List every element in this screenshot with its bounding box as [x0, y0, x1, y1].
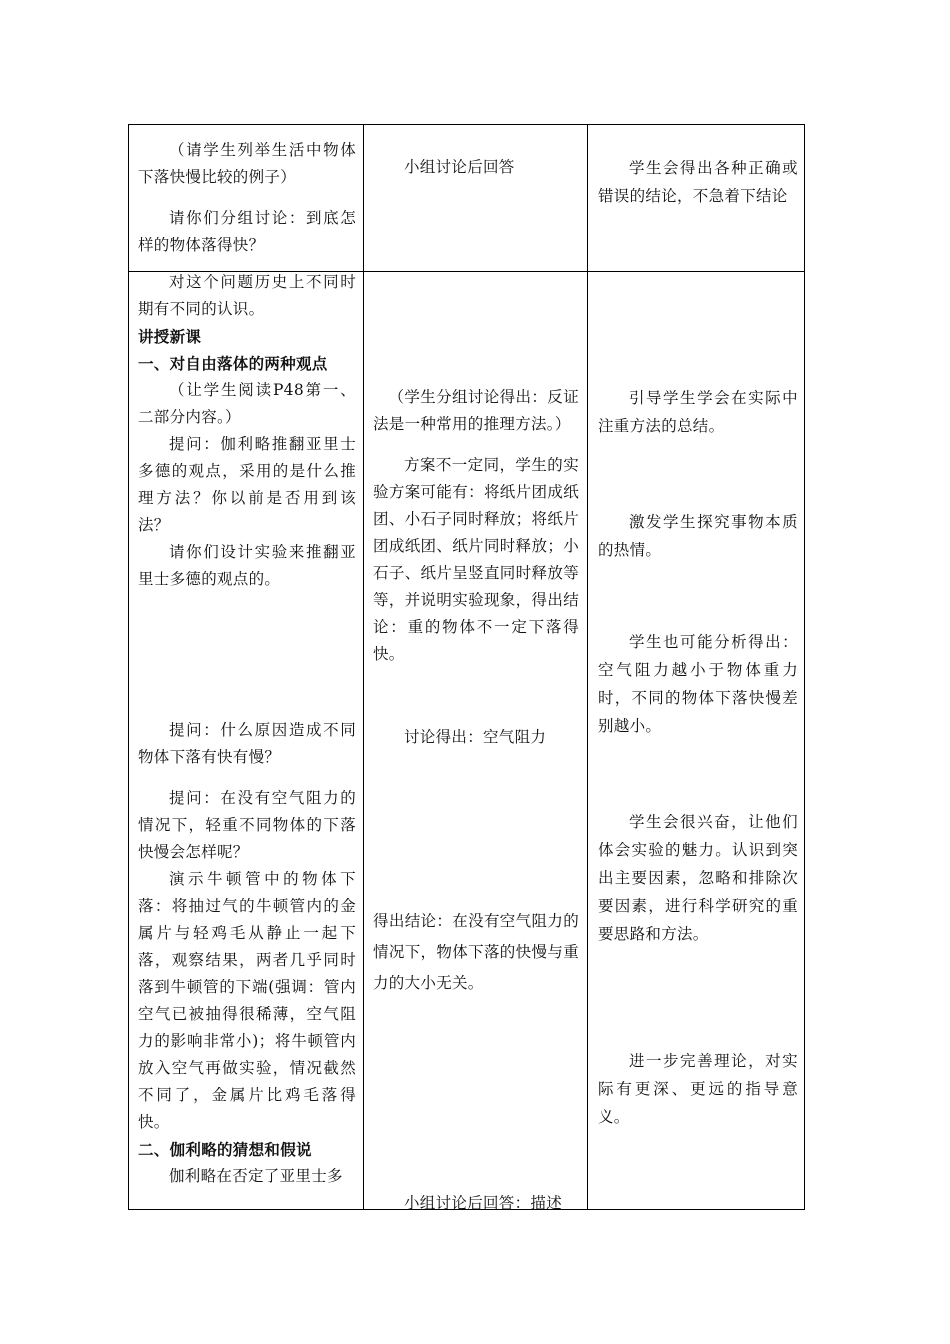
section-heading: 一、对自由落体的两种观点: [138, 354, 328, 373]
paragraph: 进一步完善理论，对实际有更深、更远的指导意义。: [598, 1052, 798, 1126]
paragraph: 激发学生探究事物本质的热情。: [598, 513, 798, 559]
row1-student-activity: [373, 154, 579, 181]
paragraph: 请你们分组讨论：到底怎样的物体落得快？: [138, 209, 356, 254]
section-heading: 讲授新课: [138, 327, 202, 346]
paragraph: 小组讨论后回答：描述: [404, 1194, 563, 1212]
row2-student-discussion: [373, 724, 579, 751]
paragraph: 提问：在没有空气阻力的情况下，轻重不同物体的下落快慢会怎样呢？: [138, 789, 356, 861]
row2-student-activity: [373, 384, 579, 668]
paragraph: 提问：什么原因造成不同物体下落有快有慢？: [138, 721, 356, 766]
row2-design-intent-2: [598, 508, 798, 564]
section-heading: 二、伽利略的猜想和假说: [138, 1140, 312, 1159]
row1-design-intent: [598, 154, 798, 210]
row2-design-intent-5: [598, 1047, 798, 1131]
paragraph: 伽利略在否定了亚里士多: [169, 1167, 343, 1185]
paragraph: 讨论得出：空气阻力: [404, 728, 547, 746]
paragraph: 提问：伽利略推翻亚里士多德的观点，采用的是什么推理方法？你以前是否用到该法？: [138, 435, 356, 534]
paragraph: 演示牛顿管中的物体下落：将抽过气的牛顿管内的金属片与轻鸡毛从静止一起下落，观察结果，两者几乎同时落到牛顿管的下端(强调：管内空气已被抽得很稀薄，空气阻力的影响非常小)；将牛顿管内放入空气再做实验，情况截然不同了，金属片比鸡毛落得快。: [138, 870, 356, 1131]
paragraph: 方案不一定同，学生的实验方案可能有：将纸片团成纸团、小石子同时释放；将纸片团成纸团、纸片同时释放；小石子、纸片呈竖直同时释放等等，并说明实验现象，得出结论：重的物体不一定下落得快。: [373, 456, 579, 663]
row2-teacher-activity: [138, 269, 356, 593]
paragraph: 学生也可能分析得出：空气阻力越小于物体重力时，不同的物体下落快慢差别越小。: [598, 633, 798, 735]
paragraph: 对这个问题历史上不同时期有不同的认识。: [138, 273, 356, 318]
paragraph: （让学生阅读P48第一、二部分内容。）: [138, 381, 356, 426]
paragraph: 小组讨论后回答: [404, 158, 515, 176]
row2-teacher-activity-cont: [138, 717, 356, 1190]
row2-design-intent-1: [598, 384, 798, 440]
row2-student-conclusion: [373, 906, 579, 999]
paragraph: （学生分组讨论得出：反证法是一种常用的推理方法。）: [373, 388, 579, 433]
paragraph: 引导学生学会在实际中注重方法的总结。: [598, 389, 798, 435]
row2-design-intent-3: [598, 628, 798, 740]
row2-student-answer: [373, 1190, 579, 1217]
lesson-plan-table: [128, 124, 805, 1210]
row2-design-intent-4: [598, 808, 798, 948]
paragraph: 学生会得出各种正确或错误的结论，不急着下结论: [598, 159, 798, 205]
paragraph: （请学生列举生活中物体下落快慢比较的例子）: [138, 141, 356, 186]
column-divider: [587, 125, 588, 1209]
paragraph: 得出结论：在没有空气阻力的情况下，物体下落的快慢与重力的大小无关。: [373, 912, 579, 992]
paragraph: 学生会很兴奋，让他们体会实验的魅力。认识到突出主要因素，忽略和排除次要因素，进行科学研究的重要思路和方法。: [598, 813, 798, 943]
paragraph: 请你们设计实验来推翻亚里士多德的观点的。: [138, 543, 356, 588]
column-divider: [363, 125, 364, 1209]
row1-teacher-activity: [138, 137, 356, 259]
